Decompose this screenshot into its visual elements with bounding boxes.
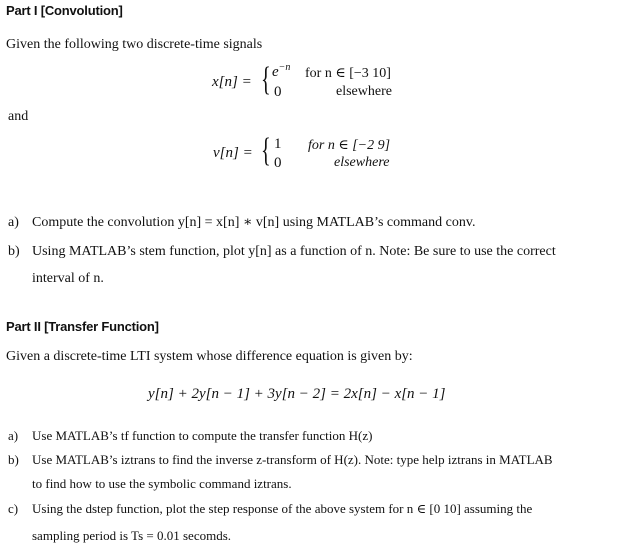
x-signal-lhs: x[n] = [212, 74, 252, 90]
part2-question-c: c) Using the dstep function, plot the step response of the above system for n ∈ [0 10] assuming the [8, 501, 533, 516]
v-signal-brace: { [261, 132, 271, 169]
part1-question-a: a) Compute the convolution y[n] = x[n] ∗ v[n] using MATLAB’s command conv. [8, 215, 476, 230]
part2-heading: Part II [Transfer Function] [6, 319, 159, 334]
part1-intro: Given the following two discrete-time signals [6, 37, 263, 52]
v-case2-expr: 0 [274, 155, 282, 171]
part1-heading: Part I [Convolution] [6, 3, 123, 18]
v-case1-expr: 1 [274, 136, 282, 152]
x-case1-expr: $e^{-n}$ [272, 62, 291, 80]
and-word: and [8, 109, 29, 124]
x-signal-brace: { [261, 61, 271, 98]
part2-question-a: a) Use MATLAB’s tf function to compute the transfer function H(z) [8, 428, 373, 443]
x-case1-cond: for n ∈ [−3 10] [305, 66, 391, 81]
part2-question-c-continued: sampling period is Ts = 0.01 secomds. [32, 528, 232, 543]
part1-question-b-continued: interval of n. [32, 271, 104, 286]
part2-question-b-continued: to find how to use the symbolic command iztrans. [32, 476, 292, 491]
part2-intro: Given a discrete-time LTI system whose difference equation is given by: [6, 349, 413, 364]
v-signal-lhs: v[n] = [213, 145, 253, 161]
v-case1-cond: for n ∈ [−2 9] [308, 138, 391, 153]
difference-equation: y[n] + 2y[n − 1] + 3y[n − 2] = 2x[n] − x[n − 1] [148, 386, 446, 402]
part1-question-b: b) Using MATLAB’s stem function, plot y[n] as a function of n. Note: Be sure to use the correct [8, 244, 556, 259]
x-case2-cond: elsewhere [336, 84, 392, 99]
part2-question-b: b) Use MATLAB’s iztrans to find the inverse z-transform of H(z). Note: type help iztrans in MATLAB [8, 452, 553, 467]
v-case2-cond: elsewhere [334, 155, 390, 170]
x-case2-expr: 0 [274, 84, 282, 100]
